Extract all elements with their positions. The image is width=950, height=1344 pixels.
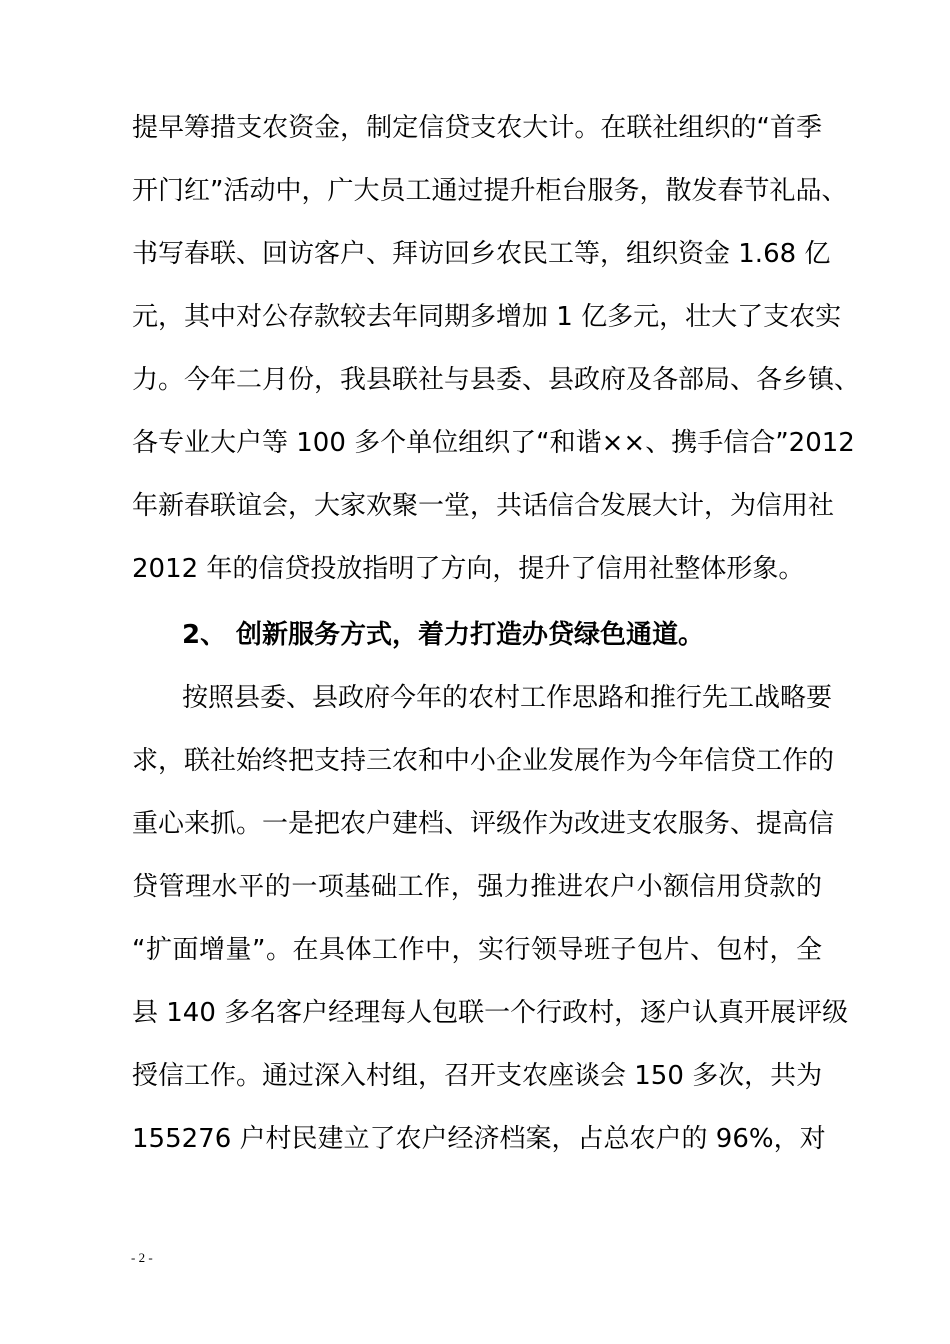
text-line: 按照县委、县政府今年的农村工作思路和推行先工战略要 xyxy=(182,683,833,713)
text-line: 书写春联、回访客户、拜访回乡农民工等，组织资金 1.68 亿 xyxy=(132,239,831,269)
text-line: 开门红”活动中，广大员工通过提升柜台服务，散发春节礼品、 xyxy=(132,176,848,206)
text-line: 求，联社始终把支持三农和中小企业发展作为今年信贷工作的 xyxy=(132,746,835,776)
section-number: 2、 xyxy=(182,620,227,650)
text-line: 提早筹措支农资金，制定信贷支农大计。在联社组织的“首季 xyxy=(132,113,822,143)
text-line: 元，其中对公存款较去年同期多增加 1 亿多元，壮大了支农实 xyxy=(132,302,842,332)
text-line: 力。今年二月份，我县联社与县委、县政府及各部局、各乡镇、 xyxy=(132,365,861,395)
text-line: 2012 年的信贷投放指明了方向，提升了信用社整体形象。 xyxy=(132,554,805,584)
text-line: “扩面增量”。在具体工作中，实行领导班子包片、包村，全 xyxy=(132,935,822,965)
text-line: 贷管理水平的一项基础工作，强力推进农户小额信用贷款的 xyxy=(132,872,822,902)
page-number: - 2 - xyxy=(131,1250,153,1265)
text-line: 县 140 多名客户经理每人包联一个行政村，逐户认真开展评级 xyxy=(132,998,849,1028)
text-line: 授信工作。通过深入村组，召开支农座谈会 150 多次，共为 xyxy=(132,1061,823,1091)
text-line: 年新春联谊会，大家欢聚一堂，共话信合发展大计，为信用社 xyxy=(132,491,835,521)
section-title: 创新服务方式，着力打造办贷绿色通道。 xyxy=(236,620,705,650)
text-line: 155276 户村民建立了农户经济档案，占总农户的 96%，对 xyxy=(132,1124,826,1154)
text-line: 重心来抓。一是把农户建档、评级作为改进支农服务、提高信 xyxy=(132,809,835,839)
text-line: 各专业大户等 100 多个单位组织了“和谐××、携手信合”2012 xyxy=(132,428,855,458)
section-heading xyxy=(182,617,704,653)
